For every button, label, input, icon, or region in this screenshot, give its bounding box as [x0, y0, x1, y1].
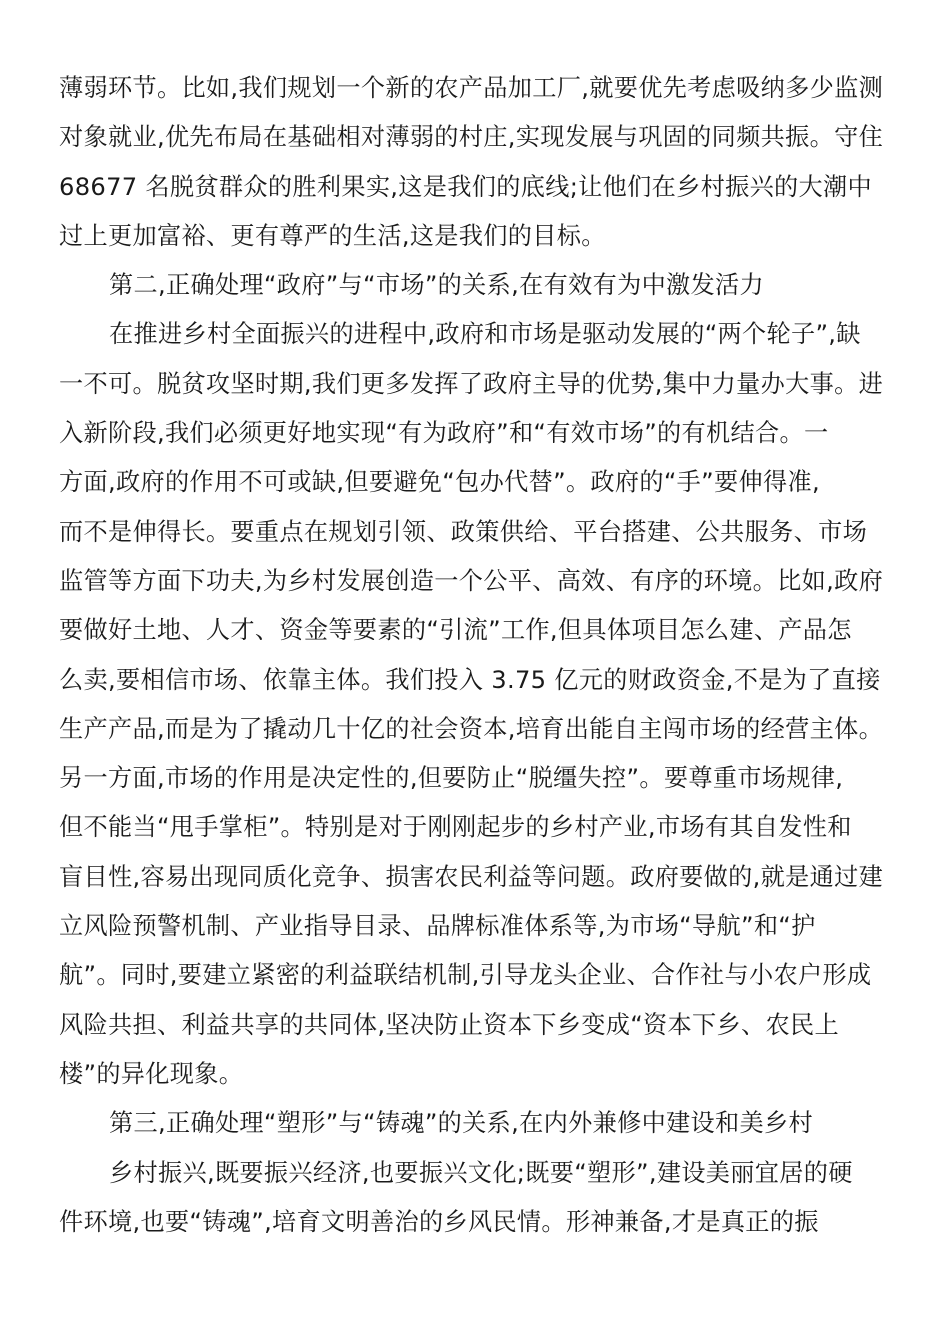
text-line: 另一方面,市场的作用是决定性的,但要防止“脱缰失控”。要尊重市场规律, — [59, 764, 844, 793]
text-line: 过上更加富裕、更有尊严的生活,这是我们的目标。 — [59, 221, 606, 250]
text-line: 风险共担、利益共享的共同体,坚决防止资本下乡变成“资本下乡、农民上 — [59, 1010, 839, 1039]
text-line: 生产产品,而是为了撬动几十亿的社会资本,培育出能自主闯市场的经营主体。 — [59, 714, 884, 743]
text-line: 对象就业,优先布局在基础相对薄弱的村庄,实现发展与巩固的同频共振。守住 — [59, 123, 884, 152]
text-line: 盲目性,容易出现同质化竞争、损害农民利益等问题。政府要做的,就是通过建 — [59, 862, 884, 891]
text-line: 68677 名脱贫群众的胜利果实,这是我们的底线;让他们在乡村振兴的大潮中 — [59, 172, 873, 201]
text-line: 监管等方面下功夫,为乡村发展创造一个公平、高效、有序的环境。比如,政府 — [59, 566, 884, 595]
text-line: 第二,正确处理“政府”与“市场”的关系,在有效有为中激发活力 — [109, 271, 765, 300]
text-line: 在推进乡村全面振兴的进程中,政府和市场是驱动发展的“两个轮子”,缺 — [109, 320, 861, 349]
text-line: 航”。同时,要建立紧密的利益联结机制,引导龙头企业、合作社与小农户形成 — [59, 961, 872, 990]
text-line: 第三,正确处理“塑形”与“铸魂”的关系,在内外兼修中建设和美乡村 — [109, 1109, 813, 1138]
text-line: 薄弱环节。比如,我们规划一个新的农产品加工厂,就要优先考虑吸纳多少监测 — [59, 74, 884, 102]
text-line: 入新阶段,我们必须更好地实现“有为政府”和“有效市场”的有机结合。一 — [59, 419, 829, 448]
text-line: 楼”的异化现象。 — [59, 1059, 244, 1088]
text-line: 方面,政府的作用不可或缺,但要避免“包办代替”。政府的“手”要伸得准, — [59, 468, 820, 497]
text-line: 一不可。脱贫攻坚时期,我们更多发挥了政府主导的优势,集中力量办大事。进 — [59, 369, 884, 398]
text-line: 要做好土地、人才、资金等要素的“引流”工作,但具体项目怎么建、产品怎 — [59, 616, 852, 645]
text-line: 而不是伸得长。要重点在规划引领、政策供给、平台搭建、公共服务、市场 — [59, 517, 868, 546]
text-line: 么卖,要相信市场、依靠主体。我们投入 3.75 亿元的财政资金,不是为了直接 — [59, 665, 881, 694]
text-line: 但不能当“甩手掌柜”。特别是对于刚刚起步的乡村产业,市场有其自发性和 — [59, 813, 852, 842]
document-body — [59, 64, 894, 1247]
text-line: 件环境,也要“铸魂”,培育文明善治的乡风民情。形神兼备,才是真正的振 — [59, 1207, 819, 1236]
text-line: 乡村振兴,既要振兴经济,也要振兴文化;既要“塑形”,建设美丽宜居的硬 — [109, 1158, 853, 1187]
text-line: 立风险预警机制、产业指导目录、品牌标准体系等,为市场“导航”和“护 — [59, 912, 816, 941]
